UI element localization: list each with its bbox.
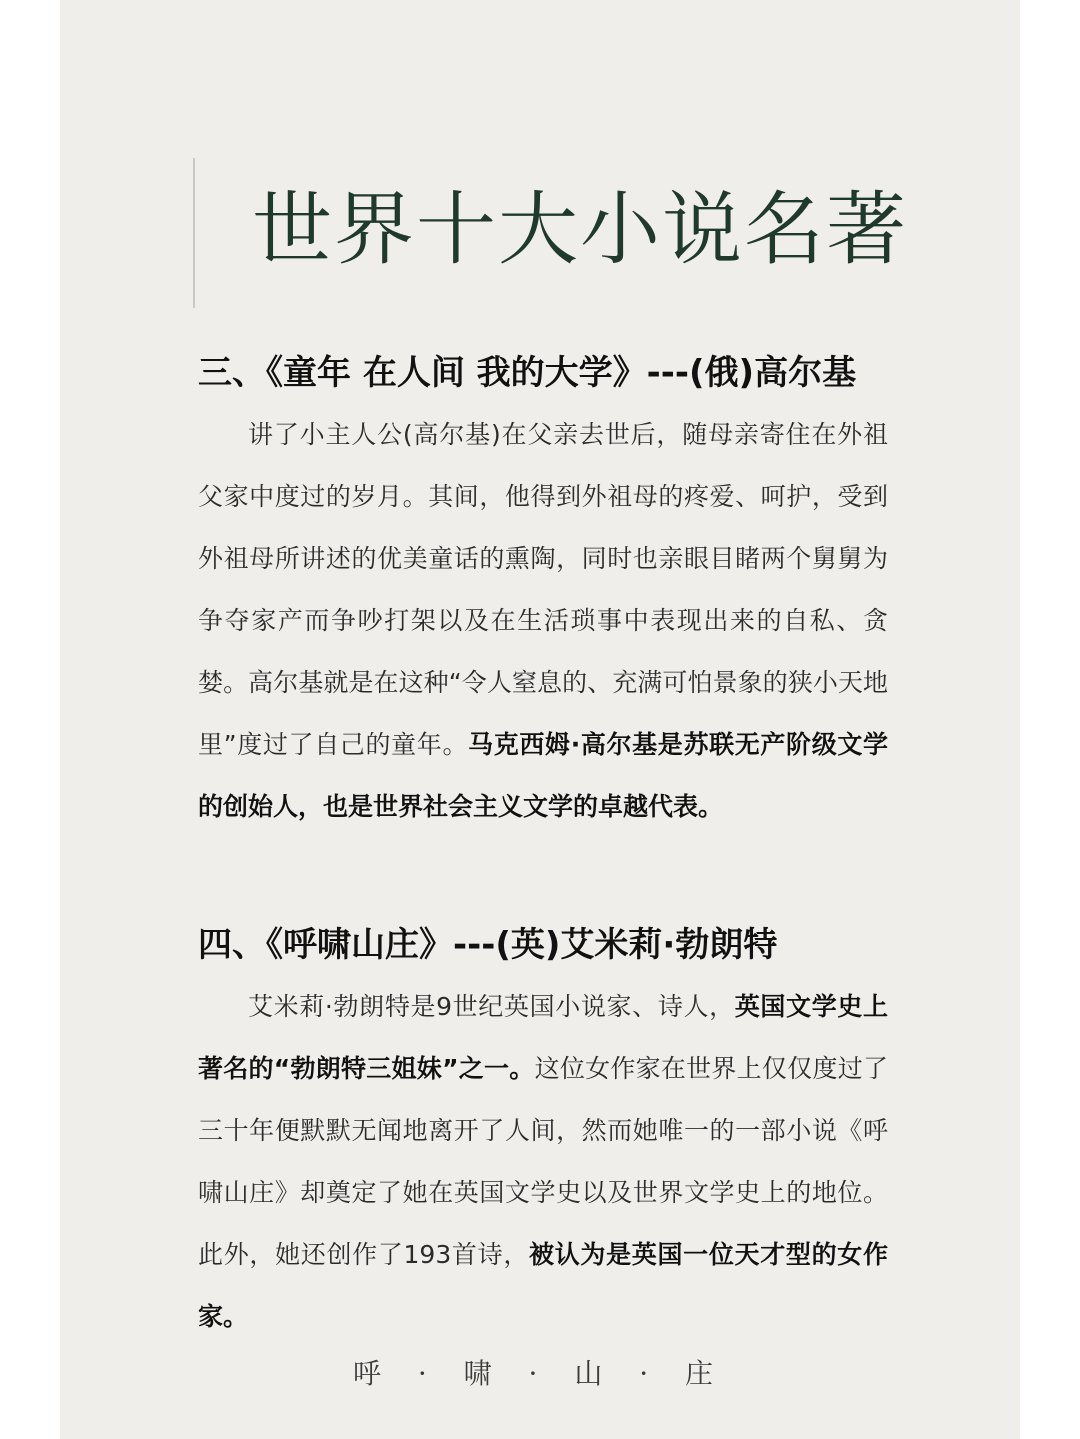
page-title: 世界十大小说名著 xyxy=(252,183,908,276)
section-4-body-highlight-2: 被认为是英国一位天才型的女作家。 xyxy=(198,1240,888,1331)
section-4-heading: 四、《呼啸山庄》---(英)艾米莉·勃朗特 xyxy=(198,925,778,965)
section-4 xyxy=(198,920,888,1348)
section-4-body-text-1: 艾米莉·勃朗特是9世纪英国小说家、诗人， xyxy=(248,992,735,1021)
section-3-heading: 三、《童年 在人间 我的大学》---(俄)高尔基 xyxy=(198,353,857,393)
section-4-body-text-2: 这位女作家在世界上仅仅度过了三十年便默默无闻地离开了人间，然而她唯一的一部小说《呼啸山庄》却奠定了她在英国文学史以及世界文学史上的地位。此外，她还创作了193首诗， xyxy=(198,1054,888,1269)
title-divider xyxy=(193,158,195,308)
footer-caption: 呼 · 啸 · 山 · 庄 xyxy=(352,1357,728,1390)
section-3 xyxy=(198,348,888,838)
section-3-body-highlight: 马克西姆·高尔基是苏联无产阶级文学的创始人，也是世界社会主义文学的卓越代表。 xyxy=(198,730,889,821)
section-3-body-text: 讲了小主人公(高尔基)在父亲去世后，随母亲寄住在外祖父家中度过的岁月。其间，他得到外祖母的疼爱、呵护，受到外祖母所讲述的优美童话的熏陶，同时也亲眼目睹两个舅舅为争夺家产而争吵打架以及在生活琐事中表现出来的自私、贪婪。高尔基就是在这种“令人窒息的、充满可怕景象的狭小天地里”度过了自己的童年。 xyxy=(198,420,888,759)
section-4-body-highlight-1: 英国文学史上著名的“勃朗特三姐妹”之一。 xyxy=(198,992,888,1083)
section-4-body xyxy=(198,976,888,1348)
section-3-body xyxy=(198,404,888,838)
